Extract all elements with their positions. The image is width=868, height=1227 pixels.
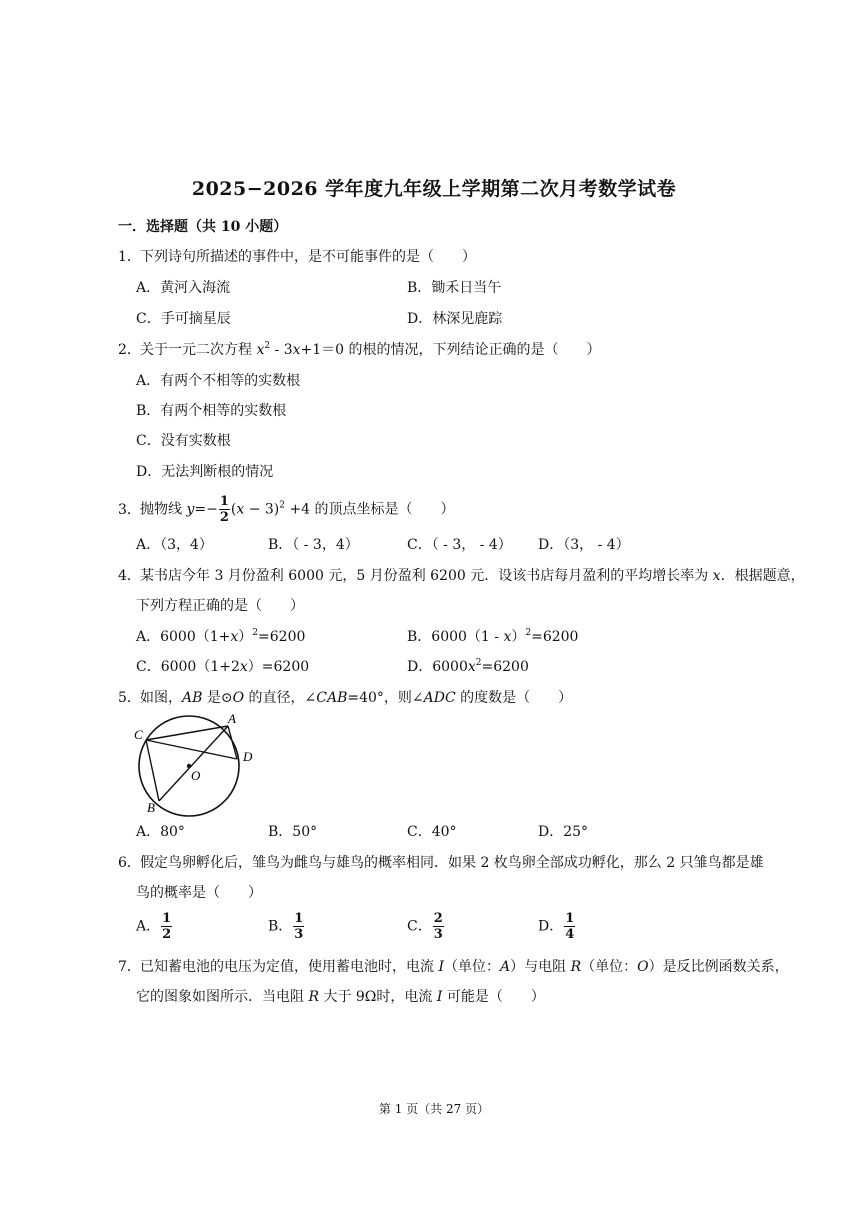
segment-cb (146, 740, 159, 801)
q3-option-c: C．（ - 3， - 4） (407, 537, 512, 553)
segment-ca (146, 726, 228, 740)
q5-option-c: C．40° (407, 824, 457, 840)
q5-option-d: D．25° (538, 824, 589, 840)
label-b: B (147, 800, 155, 815)
page-footer: 第 1 页（共 27 页） (378, 1102, 490, 1116)
q3-option-d: D．（3， - 4） (538, 537, 630, 553)
circle-geometry-figure (130, 708, 265, 818)
q3-option-b: B．（ - 3，4） (268, 537, 359, 553)
label-a: A (228, 711, 236, 726)
q6-option-d: D． $\frac{1}{4}$ (538, 911, 575, 942)
label-c: C (134, 727, 143, 742)
question-7: 7．已知蓄电池的电压为定值，使用蓄电池时，电流 I（单位：A）与电阻 R（单位：O）是反比例函数关系， (118, 959, 789, 975)
q4-option-c: C．6000（1+2x）=6200 (136, 659, 310, 675)
q1-option-c: C．手可摘星辰 (136, 311, 231, 327)
label-d: D (243, 749, 253, 764)
question-4-line-2: 下列方程正确的是（ ） (136, 598, 304, 614)
question-1: 1．下列诗句所描述的事件中，是不可能事件的是（ ） (118, 249, 476, 265)
q6-option-c: C． $\frac{2}{3}$ (407, 911, 443, 942)
q4-option-d: D．$6000x^2=6200$ (407, 658, 529, 675)
question-6: 6．假定鸟卵孵化后，雏鸟为雌鸟与雄鸟的概率相同．如果 2 枚鸟卵全部成功孵化，那么 2 只雏鸟都是雄 (118, 855, 764, 871)
q6-option-a: A． $\frac{1}{2}$ (136, 911, 172, 942)
q5-option-b: B．50° (268, 824, 318, 840)
question-2: 2．关于一元二次方程 $x^2 - 3x+1=0$ 的根的情况，下列结论正确的是（ ） (118, 341, 601, 358)
q2-option-c: C．没有实数根 (136, 433, 231, 449)
question-3: 3．抛物线 y=− $\frac{1}{2}$ $(x - 3)^2 +4$ 的顶点坐标是（ ） (118, 494, 455, 525)
q6-option-b: B． $\frac{1}{3}$ (268, 911, 304, 942)
q1-option-a: A．黄河入海流 (136, 280, 231, 296)
question-7-line-2: 它的图象如图所示．当电阻 R 大于 9Ω时，电流 I 可能是（ ） (136, 989, 545, 1005)
question-4: 4．某书店今年 3 月份盈利 6000 元，5 月份盈利 6200 元．设该书店每月盈利的平均增长率为 x．根据题意， (118, 568, 805, 584)
q3-option-a: A．（3，4） (136, 537, 213, 553)
q1-option-b: B．锄禾日当午 (407, 280, 502, 296)
question-6-line-2: 鸟的概率是（ ） (136, 885, 262, 901)
q1-option-d: D．林深见鹿踪 (407, 311, 503, 327)
segment-cd (146, 740, 237, 759)
q3-fraction: $\frac{1}{2}$ (219, 494, 229, 525)
question-1-text: 下列诗句所描述的事件中，是不可能事件的是（ ） (140, 249, 476, 265)
question-5: 5．如图，AB 是⊙O 的直径，∠CAB=40°，则∠ADC 的度数是（ ） (118, 690, 573, 706)
q4-option-b: B．6000（1 - x）$^2$=6200 (407, 628, 579, 645)
q2-option-b: B．有两个相等的实数根 (136, 403, 287, 419)
q2-option-d: D．无法判断根的情况 (136, 464, 274, 480)
section-heading: 一．选择题（共 10 小题） (118, 219, 288, 235)
q4-option-a: A．$6000(1+x)^2=6200$ (136, 628, 306, 645)
page-title: 2025−2026 学年度九年级上学期第二次月考数学试卷 (191, 178, 677, 200)
diameter-ab (159, 726, 228, 801)
q2-option-a: A．有两个不相等的实数根 (136, 373, 301, 389)
segment-ad (228, 726, 237, 759)
q5-option-a: A．80° (136, 824, 185, 840)
label-o: O (191, 768, 201, 783)
